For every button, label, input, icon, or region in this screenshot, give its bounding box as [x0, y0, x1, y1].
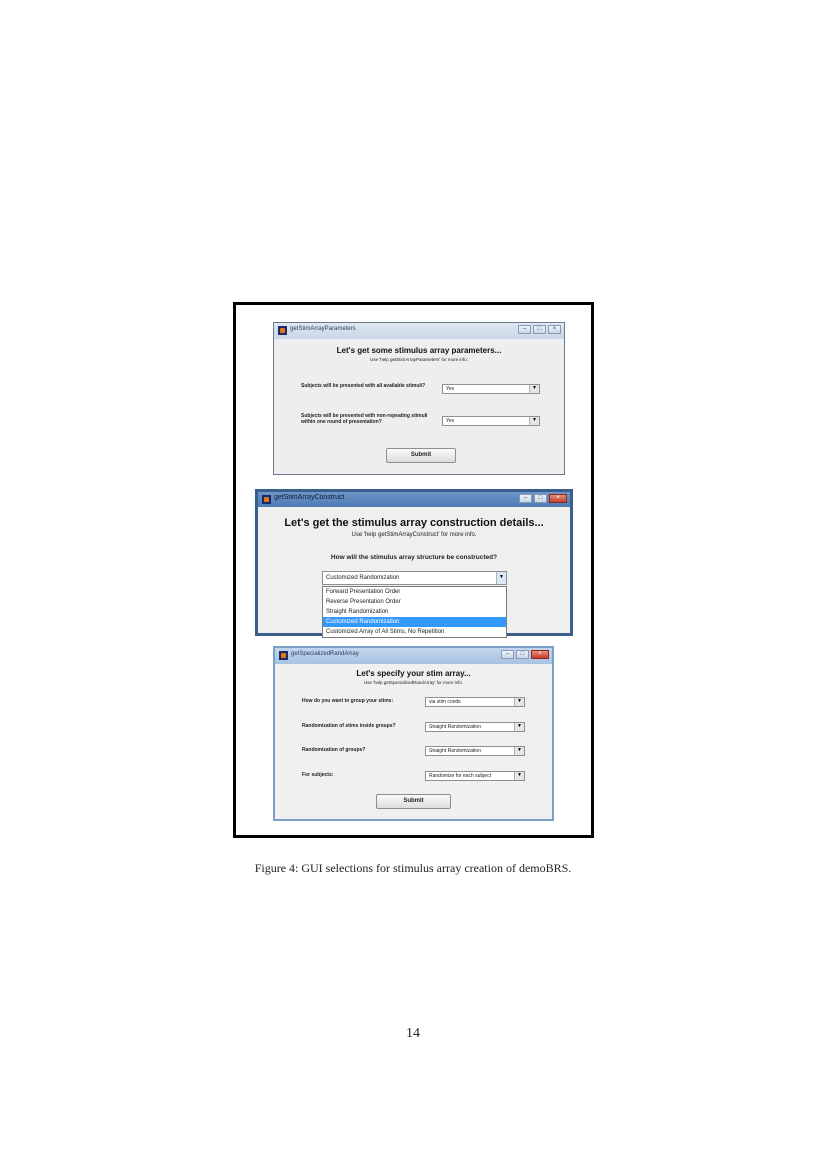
page-number: 14 — [406, 1026, 420, 1041]
matlab-icon — [278, 326, 287, 335]
chevron-down-icon: ▼ — [529, 417, 539, 425]
dropdown-option[interactable]: Straight Randomization — [326, 609, 389, 615]
window-titlebar[interactable] — [258, 492, 570, 507]
window-title: getStimArrayParameters — [290, 326, 356, 332]
specialized-rand-array-window — [273, 646, 554, 821]
all-stimuli-select[interactable]: Yes ▼ — [442, 384, 540, 394]
construction-question: How will the stimulus array structure be constructed? — [330, 554, 498, 561]
inside-groups-label: Randomization of stims inside groups? — [302, 723, 396, 729]
dropdown-option[interactable]: Reverse Presentation Order — [326, 599, 401, 605]
dialog-heading: Let's specify your stim array... — [356, 669, 471, 678]
chevron-down-icon: ▼ — [529, 385, 539, 393]
chevron-down-icon: ▼ — [514, 698, 524, 706]
window-titlebar[interactable] — [274, 323, 564, 339]
matlab-icon — [279, 651, 288, 660]
minimize-icon[interactable]: – — [518, 325, 531, 334]
maximize-icon[interactable]: □ — [516, 650, 529, 659]
dialog-heading: Let's get the stimulus array construction details... — [284, 517, 544, 529]
non-repeating-question: Subjects will be presented with non-repeating stimuli within one round of presentation? — [301, 413, 428, 426]
dropdown-option[interactable]: Customized Array of All Stims, No Repetition — [326, 629, 445, 635]
chevron-down-icon: ▼ — [514, 772, 524, 780]
non-repeating-select[interactable]: Yes ▼ — [442, 416, 540, 426]
groups-label: Randomization of groups? — [302, 747, 366, 753]
figure-frame — [233, 302, 594, 838]
figure-caption: Figure 4: GUI selections for stimulus array creation of demoBRS. — [254, 861, 572, 875]
window-title: getSpecializedRandArray — [291, 651, 359, 657]
dropdown-option-selected[interactable]: Customized Randomization — [323, 617, 506, 627]
stim-array-construct-window — [255, 489, 573, 636]
matlab-icon — [262, 495, 271, 504]
maximize-icon[interactable]: □ — [533, 325, 546, 334]
close-icon[interactable]: × — [548, 325, 561, 334]
chevron-down-icon: ▼ — [496, 572, 506, 584]
all-stimuli-question: Subjects will be presented with all available stimuli? — [301, 383, 426, 389]
stim-array-parameters-window — [273, 322, 565, 475]
close-icon[interactable]: × — [549, 494, 567, 503]
subjects-select[interactable]: Randomize for each subject ▼ — [425, 771, 525, 781]
submit-button[interactable]: Submit — [376, 794, 451, 809]
submit-button[interactable]: Submit — [386, 448, 456, 463]
dialog-heading: Let's get some stimulus array parameters... — [336, 346, 502, 355]
dialog-subheading: Use 'help getStimArrayConstruct' for more info. — [351, 532, 477, 538]
minimize-icon[interactable]: – — [501, 650, 514, 659]
window-titlebar[interactable] — [275, 648, 552, 664]
maximize-icon[interactable]: □ — [534, 494, 547, 503]
construction-select[interactable]: Customized Randomization ▼ — [322, 571, 507, 585]
inside-groups-select[interactable]: Straight Randomization ▼ — [425, 722, 525, 732]
construction-dropdown-list — [322, 586, 507, 638]
dialog-subheading: Use 'help getSpecializedRandArray' for more info. — [363, 680, 464, 685]
group-stims-label: How do you want to group your stims: — [302, 698, 394, 704]
groups-select[interactable]: Straight Randomization ▼ — [425, 746, 525, 756]
subjects-label: For subjects: — [302, 772, 334, 778]
close-icon[interactable]: × — [531, 650, 549, 659]
chevron-down-icon: ▼ — [514, 747, 524, 755]
minimize-icon[interactable]: – — [519, 494, 532, 503]
group-stims-select[interactable]: via stim conds ▼ — [425, 697, 525, 707]
chevron-down-icon: ▼ — [514, 723, 524, 731]
window-title: getStimArrayConstruct — [274, 494, 345, 501]
dropdown-option[interactable]: Forward Presentation Order — [326, 589, 401, 595]
dialog-subheading: Use 'help getStimArrayParameters' for more info. — [370, 357, 468, 362]
